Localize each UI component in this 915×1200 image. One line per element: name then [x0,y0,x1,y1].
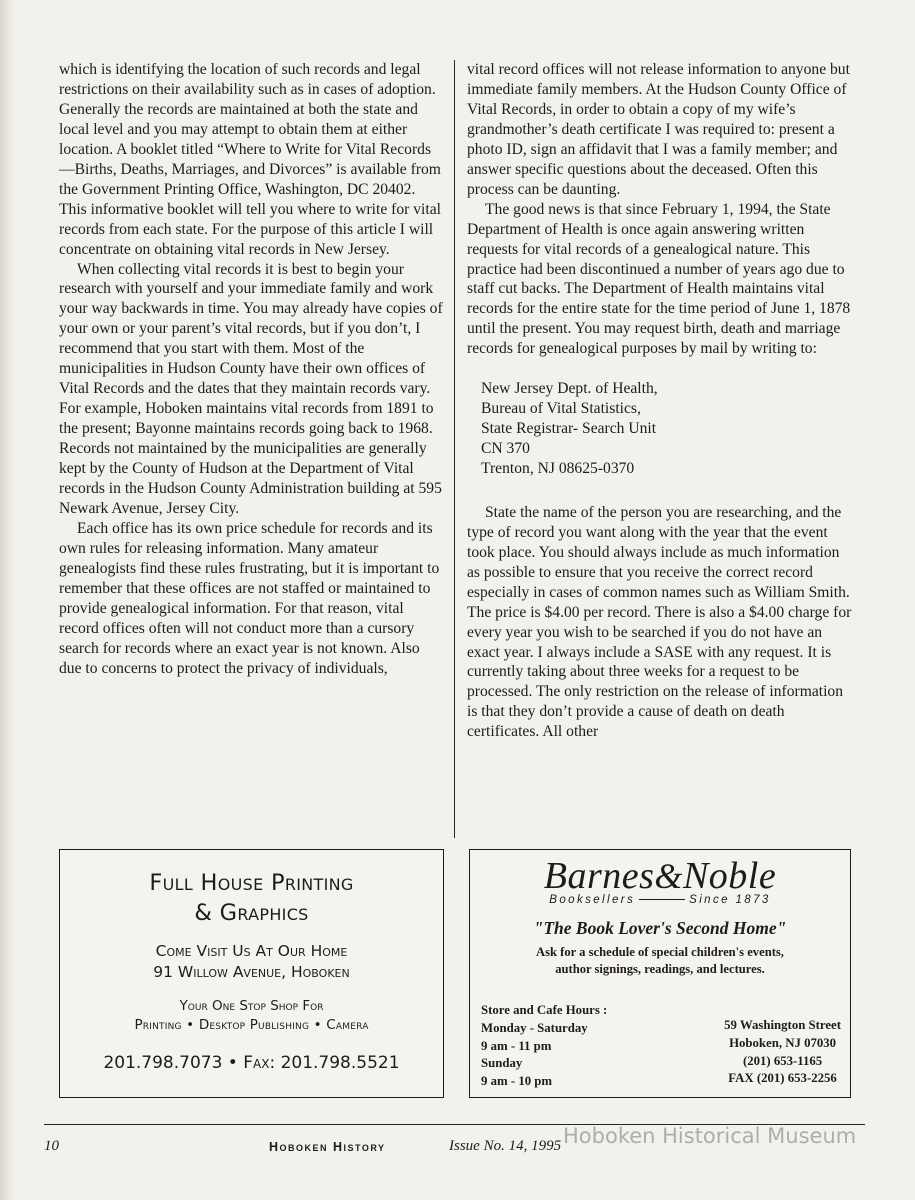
paragraph: vital record offices will not release information to anyone but immediate family members. At the Hudson County Office of Vital Records, in order to obtain a copy of my wife’s grandmother’s death certificate I was required to: present a photo ID, sign an affidavit that I was a family member; and answer specific questions about the deceased. Often this process can be daunting. [467,61,850,198]
bn-hours-line: 9 am - 10 pm [481,1074,553,1089]
bn-subtitle-right: Since 1873 [689,894,771,906]
paragraph: State the name of the person you are researching, and the type of record you want along with the year that the event took place. You should always include as much information as possible to ensure that you receive the correct record especially in cases of common names such as William Smith. The price is $4.00 per record. There is also a $4.00 charge for every year you wish to be searched if you do not have an exact year. I always include a SASE with any request. It is currently taking about three weeks for a request to be processed. The only restriction on the release of information is that they don’t provide a cause of death on death certificates. All other [467,503,852,741]
bn-logo-word: Barnes [543,855,655,897]
ad-slogan [60,997,443,1035]
bn-hours-title: Store and Cafe Hours : [481,1003,608,1017]
address-line: Bureau of Vital Statistics, [481,400,641,418]
bn-subtitle-left: Booksellers [549,894,636,906]
bn-phone: (201) 653-1165 [742,1053,823,1068]
ad-slogan-line: Your One Stop Shop For [179,998,324,1014]
bn-store-hours [481,1002,607,1091]
ad-address-line: 91 Willow Avenue, Hoboken [153,963,350,981]
mailing-address [481,379,852,479]
address-line: New Jersey Dept. of Health, [481,380,658,398]
bn-events-note [470,944,850,978]
bn-tagline: "The Book Lover's Second Home" [533,918,787,938]
address-line: Trenton, NJ 08625-0370 [481,459,635,477]
ad-location [60,941,443,983]
page-number: 10 [44,1138,59,1154]
article-column-left [59,60,444,679]
bn-subtitle-rule [639,899,685,900]
address-line: CN 370 [481,440,530,458]
bn-hours-line: Sunday [481,1056,523,1071]
publication-name: Hoboken History [269,1140,386,1154]
issue-number: Issue No. 14, 1995 [449,1138,562,1154]
museum-watermark: Hoboken Historical Museum [563,1124,857,1148]
page-gutter-shadow [0,0,16,1200]
paragraph: The good news is that since February 1, 1994, the State Department of Health is once again answering written requests for vital records of a genealogical nature. This practice had been discontinued a number of years ago due to staff cut backs. The Department of Health maintains vital records for the entire state for the time period of June 1, 1878 until the present. You may request birth, death and marriage records for genealogical purposes by mail by writing to: [467,200,851,358]
column-divider [454,60,455,838]
ad-full-house-printing [59,849,444,1098]
address-line: State Registrar- Search Unit [481,420,657,438]
ad-business-name [60,868,443,928]
bn-events-line: author signings, readings, and lectures. [555,962,765,976]
ad-barnes-noble [469,849,851,1098]
bn-logo-word: Noble [682,855,777,897]
bn-address-line: Hoboken, NJ 07030 [729,1035,837,1050]
bn-address-line: 59 Washington Street [724,1018,841,1032]
bn-logo-ampersand: & [654,856,683,896]
article-column-right [467,60,852,742]
paragraph: When collecting vital records it is best to begin your research with yourself and your immediate family and work your way backwards in time. You may already have copies of your own or your parent’s vital records, but if you don’t, I recommend that you start with them. Most of the municipalities in Hudson County have their own offices of Vital Records and the dates that they maintain records vary. For example, Hoboken maintains vital records from 1891 to the present; Bayonne maintains records going back to 1968. Records not maintained by the municipalities are generally kept by the County of Hudson at the Department of Vital records in the Hudson County Administration building at 595 Newark Avenue, Jersey City. [59,260,443,517]
paragraph: Each office has its own price schedule for records and its own rules for releasing information. Many amateur genealogists find these rules frustrating, but it is important to remember that these offices are not staffed or maintained to provide genealogical information. For that reason, vital record offices often will not conduct more than a cursory search for records where an exact year is not known. Also due to concerns to protect the privacy of individuals, [59,519,440,677]
ad-visit-line: Come Visit Us At Our Home [155,942,348,960]
bn-address [724,1017,841,1088]
bn-subtitle [470,894,850,906]
bn-fax: FAX (201) 653-2256 [728,1071,837,1086]
bn-events-line: Ask for a schedule of special children's events, [536,945,784,959]
ad-phone-fax: 201.798.7073 • Fax: 201.798.5521 [103,1053,400,1073]
bn-hours-line: 9 am - 11 pm [481,1038,552,1053]
ad-services-line: Printing • Desktop Publishing • Camera [134,1017,369,1033]
paragraph: which is identifying the location of such records and legal restrictions on their availability such as in cases of adoption. Generally the records are maintained at both the state and local level and you may attempt to obtain them at either location. A booklet titled “Where to Write for Vital Records—Births, Deaths, Marriages, and Divorces” is available from the Government Printing Office, Washington, DC 20402. This informative booklet will tell you where to write for vital records from each state. For the purpose of this article I will concentrate on obtaining vital records in New Jersey. [59,61,441,258]
bn-hours-line: Monday - Saturday [481,1020,588,1035]
bn-logo [470,856,850,896]
ad-name-line: & Graphics [194,900,309,926]
ad-name-line: Full House Printing [149,870,354,896]
